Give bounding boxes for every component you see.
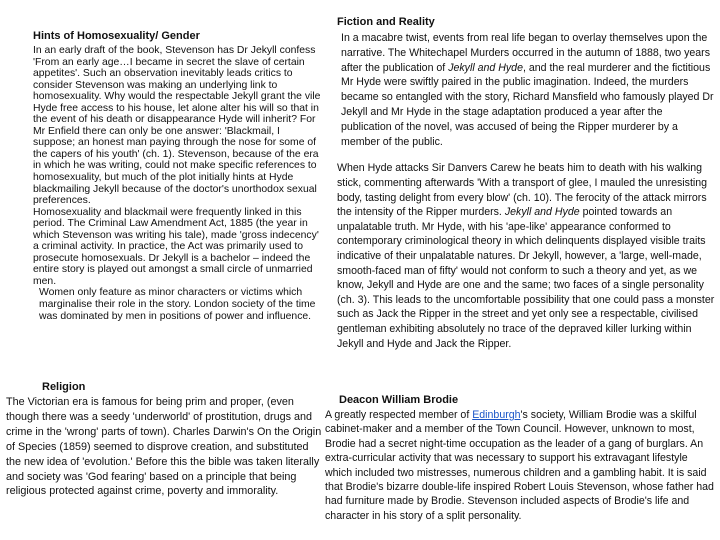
homosexuality-section [33,30,321,322]
brodie-section [325,394,717,523]
homosexuality-paragraph-3: Women only feature as minor characters or victims which marginalise their role in the story. London society of the time was dominated by men in positions of power and influence. [39,287,316,322]
homosexuality-paragraph-1: In an early draft of the book, Stevenson has Dr Jekyll confess 'From an early age…I became in secret the slave of certain appetites'. Such an observation inevitably leads critics to consider Stevenson was making an underlying link to homosexuality. Why would the respectable Jekyll grant the vile Hyde free access to his house, let alone alter his will so that in the event of his death or disappearance Hyde will inherit? For Mr Enfield there can only be one answer: 'Blackmail, I suppose; an honest man paying through the nose for some of the capers of his youth' (ch. 1). Stevenson, because of the era in which he was writing, could not make specific references to homosexuality, but much of the plot initially hints at Hyde blackmailing Jekyll because of the doctor's unorthodox sexual preferences. [33,45,321,207]
brodie-text-b: 's society, William Brodie was a skilful cabinet-maker and a member of the Town Council. However, unknown to most, Brodie had a secret night-time occupation as the leader of a gang of burglars. An extra-curricular activity that was necessary to support his extravagant lifestyle which included two mistresses, numerous children and a gambling habit. It is said that Brodie's bizarre double-life inspired Robert Louis Stevenson, whose father had had furniture made by Brodie. Stevenson included aspects of Brodie's life and character in his story of a split personality. [325,409,714,522]
edinburgh-link[interactable]: Edinburgh [472,409,521,421]
fiction-p1-title-em: Jekyll and Hyde [448,61,523,74]
homosexuality-heading: Hints of Homosexuality/ Gender [33,30,200,42]
fiction-p1-text-b: , and the real murderer and the fictitious Mr Hyde were swiftly paired in the public imagination. Indeed, the murders became so entangled with the story, Richard Mansfield who famously played Dr Jekyll and Mr Hyde in the stage adaptation produced a year after the publication of the novel, was accused of being the Ripper murderer by a member of the public. [341,61,714,148]
homosexuality-paragraph-2: Homosexuality and blackmail were frequently linked in this period. The Criminal Law Amendment Act, 1885 (the year in which Stevenson was writing his tale), made 'gross indecency' a criminal activity. In practice, the Act was primarily used to prosecute homosexuals. Dr Jekyll is a bachelor – indeed the entire story is played out amongst a small circle of unmarried men. [33,206,319,287]
fiction-p1-text-a: In a macabre twist, events from real life began to overlay themselves upon the narrative. The Whitechapel Murders occurred in the autumn of 1888, two years after the publication of [341,32,711,74]
brodie-paragraph [325,408,717,523]
religion-heading: Religion [42,381,86,393]
fiction-p2-text-b: pointed towards an unpalatable truth. Mr Hyde, with his 'ape-like' appearance conformed to contemporary criminological theory in which delinquents displayed visible traits indicative of their unpalatable natures. Dr Jekyll, however, a 'large, well-made, smooth-faced man of fifty' would not conform to such a theory and yet, as we know, Jekyll and Hyde are one and the same; two faces of a single personality (ch. 3). This leads to the uncomfortable possibility that one could pass a monster such as Jack the Ripper in the street and yet only see a respectable, civilised gentleman exhibiting absolutely no trace of the depraved killer lurking within Jekyll and Hyde and Jack the Ripper. [337,206,715,350]
brodie-heading: Deacon William Brodie [339,394,459,406]
fiction-reality-paragraph-2 [337,161,715,351]
fiction-p2-text-a: When Hyde attacks Sir Danvers Carew he beats him to death with his walking stick, commenting afterwards 'With a transport of glee, I mauled the unresisting body, tasting delight from every blow' (ch. 10). The ferocity of the attack mirrors the intensity of the Ripper murders. [337,162,708,219]
fiction-reality-section [337,16,715,351]
religion-section [6,381,326,499]
fiction-reality-paragraph-1 [337,31,715,149]
brodie-text-a: A greatly respected member of [325,409,473,421]
fiction-reality-heading: Fiction and Reality [337,16,435,28]
religion-paragraph: The Victorian era is famous for being prim and proper, (even though there was a seedy 'underworld' of prostitution, drugs and crime in the 'wrong' parts of town). Charles Darwin's On the Origin of Species (1859) seemed to disprove creation, and substituted the new idea of 'evolution.' Before this the bible was taken literally and society was 'God fearing' based on a principle that being religious protected against crime, poverty and immorality. [6,396,322,498]
fiction-p2-title-em: Jekyll and Hyde [504,206,580,219]
